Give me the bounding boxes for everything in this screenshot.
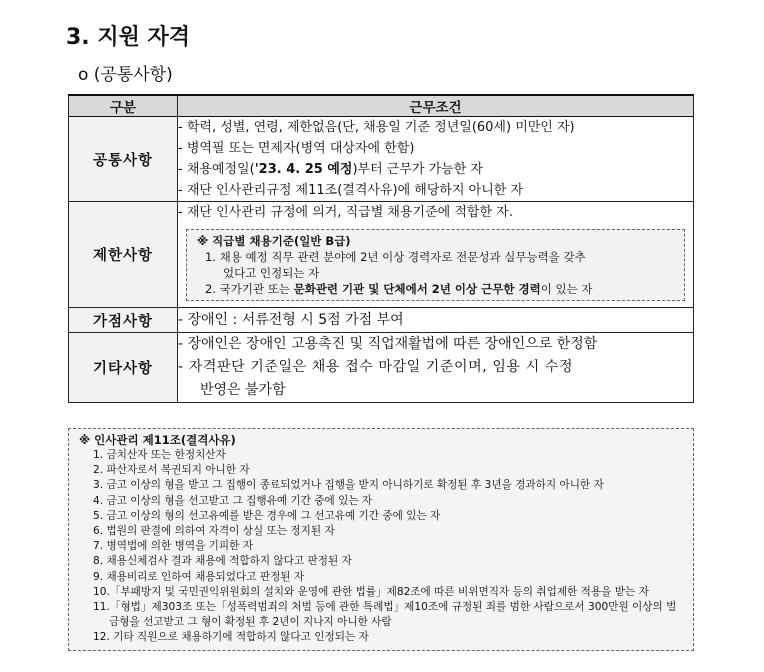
row-conditions-restriction xyxy=(178,202,694,308)
disqualification-item: 3. 금고 이상의 형을 받고 그 집행이 종료되었거나 집행을 받지 아니하기로 확정된 후 3년을 경과하지 아니한 자 xyxy=(93,479,604,492)
table-header-row xyxy=(69,95,694,117)
disqualification-item: 8. 채용신체검사 결과 채용에 적합하지 않다고 판정된 자 xyxy=(93,555,352,568)
disqualification-box xyxy=(68,428,694,651)
row-category-restriction: 제한사항 xyxy=(69,202,178,308)
disqualification-item: 4. 금고 이상의 형을 선고받고 그 집행유예 기간 중에 있는 자 xyxy=(93,494,373,507)
grade-criteria-item: 2. 국가기관 또는 문화관련 기관 및 단체에서 2년 이상 근무한 경력이 있는 자 xyxy=(205,282,593,296)
condition-line-cont: 반영은 불가함 xyxy=(200,382,286,398)
disqualification-item: 5. 금고 이상의 형의 선고유예를 받은 경우에 그 선고유예 기간 중에 있는 자 xyxy=(93,509,441,522)
row-conditions-bonus xyxy=(178,308,694,333)
row-category-bonus: 가점사항 xyxy=(69,308,178,333)
section-title: 3. 지원 자격 xyxy=(66,25,190,50)
condition-line: - 재단 인사관리규정 제11조(결격사유)에 해당하지 아니한 자 xyxy=(178,183,524,198)
disqualification-item: 11.「형법」제303조 또는「성폭력범죄의 처벌 등에 관한 특례법」제10조에 규정된 죄를 범한 사람으로서 300만원 이상의 벌 xyxy=(93,601,677,614)
condition-line: - 자격판단 기준일은 채용 접수 마감일 기준이며, 임용 시 수정 xyxy=(178,359,574,375)
table-row-other xyxy=(69,333,694,403)
disqualification-title: ※ 인사관리 제11조(결격사유) xyxy=(79,433,236,447)
disqualification-item: 1. 금치산자 또는 한정치산자 xyxy=(93,449,226,461)
disqualification-item: 9. 채용비리로 인하여 채용되었다고 판정된 자 xyxy=(93,570,305,583)
condition-line: - 학력, 성별, 연령, 제한없음(단, 채용일 기준 정년일(60세) 미만인 자) xyxy=(178,120,575,135)
disqualification-item: 7. 병역법에 의한 병역을 기피한 자 xyxy=(93,540,253,553)
table-row-bonus xyxy=(69,308,694,333)
row-conditions-other xyxy=(178,333,694,403)
condition-line: - 병역필 또는 면제자(병역 대상자에 한함) xyxy=(178,141,415,156)
disqualification-item: 12. 기타 직원으로 채용하기에 적합하지 않다고 인정되는 자 xyxy=(93,631,369,644)
disqualification-item: 2. 파산자로서 복권되지 아니한 자 xyxy=(93,464,250,477)
condition-line: - 채용예정일('23. 4. 25 예정)부터 근무가 가능한 자 xyxy=(178,162,483,177)
disqualification-item: 6. 법원의 판결에 의하여 자격이 상실 또는 정지된 자 xyxy=(93,525,335,538)
disqualification-item-cont: 금형을 선고받고 그 형이 확정된 후 2년이 지나지 아니한 사람 xyxy=(109,616,392,629)
condition-line: - 장애인은 장애인 고용촉진 및 직업재활법에 따른 장애인으로 한정함 xyxy=(178,336,598,352)
header-conditions: 근무조건 xyxy=(178,95,694,117)
section-subtitle: o (공통사항) xyxy=(78,65,173,85)
grade-criteria-item: 1. 채용 예정 직무 관련 분야에 2년 이상 경력자로 전문성과 실무능력을 갖추 xyxy=(205,250,586,264)
grade-criteria-box xyxy=(186,229,685,301)
condition-line: - 장애인 : 서류전형 시 5점 가점 부여 xyxy=(178,311,404,328)
qualification-table xyxy=(68,94,694,403)
table-row-restriction xyxy=(69,202,694,308)
row-conditions-common xyxy=(178,117,694,202)
condition-line: - 재단 인사관리 규정에 의거, 직급별 채용기준에 적합한 자. xyxy=(178,205,513,220)
disqualification-item: 10.「부패방지 및 국민권익위원회의 설치와 운영에 관한 법률」제82조에 따른 비위면직자 등의 취업제한 적용을 받는 자 xyxy=(93,585,649,598)
row-category-common: 공통사항 xyxy=(69,117,178,202)
grade-criteria-item-cont: 었다고 인정되는 자 xyxy=(223,266,320,280)
grade-criteria-title: ※ 직급별 채용기준(일반 B급) xyxy=(197,234,351,248)
header-category: 구분 xyxy=(69,95,178,117)
row-category-other: 기타사항 xyxy=(69,333,178,403)
table-row-common xyxy=(69,117,694,202)
